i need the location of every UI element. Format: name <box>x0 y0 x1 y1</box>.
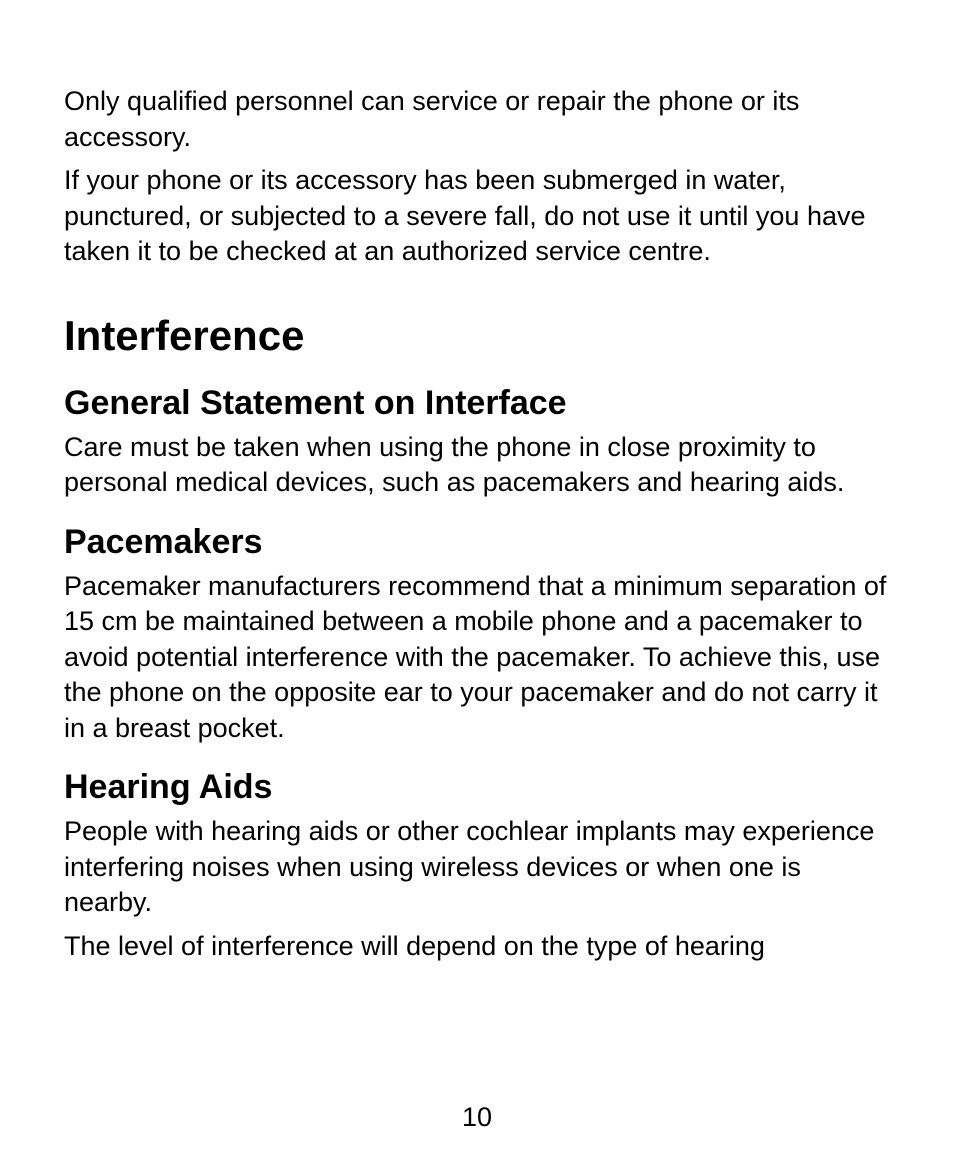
pacemakers-heading: Pacemakers <box>64 522 263 561</box>
general-statement-heading: General Statement on Interface <box>64 383 567 422</box>
hearing-aids-heading: Hearing Aids <box>64 768 273 806</box>
page-content <box>64 84 894 972</box>
pacemakers-paragraph: Pacemaker manufacturers recommend that a minimum separation of 15 cm be maintained between a mobile phone and a pacemaker to avoid potential interference with the pacemaker. To achieve this, use the phone on the opposite ear to your pacemaker and do not carry it in a breast pocket. <box>64 570 887 743</box>
hearing-aids-paragraph-level: The level of interference will depend on the type of hearing <box>64 930 765 961</box>
intro-paragraph-service: Only qualified personnel can service or repair the phone or its accessory. <box>64 86 800 152</box>
section-title: Interference <box>64 311 305 359</box>
hearing-aids-paragraph: People with hearing aids or other cochlear implants may experience interfering noises when using wireless devices or when one is nearby. <box>64 816 875 917</box>
general-statement-paragraph: Care must be taken when using the phone in close proximity to personal medical devices, such as pacemakers and hearing aids. <box>64 431 845 497</box>
page-number: 10 <box>461 1102 493 1132</box>
intro-paragraph-submerged: If your phone or its accessory has been submerged in water, punctured, or subjected to a severe fall, do not use it until you have taken it to be checked at an authorized service centre. <box>64 165 866 266</box>
